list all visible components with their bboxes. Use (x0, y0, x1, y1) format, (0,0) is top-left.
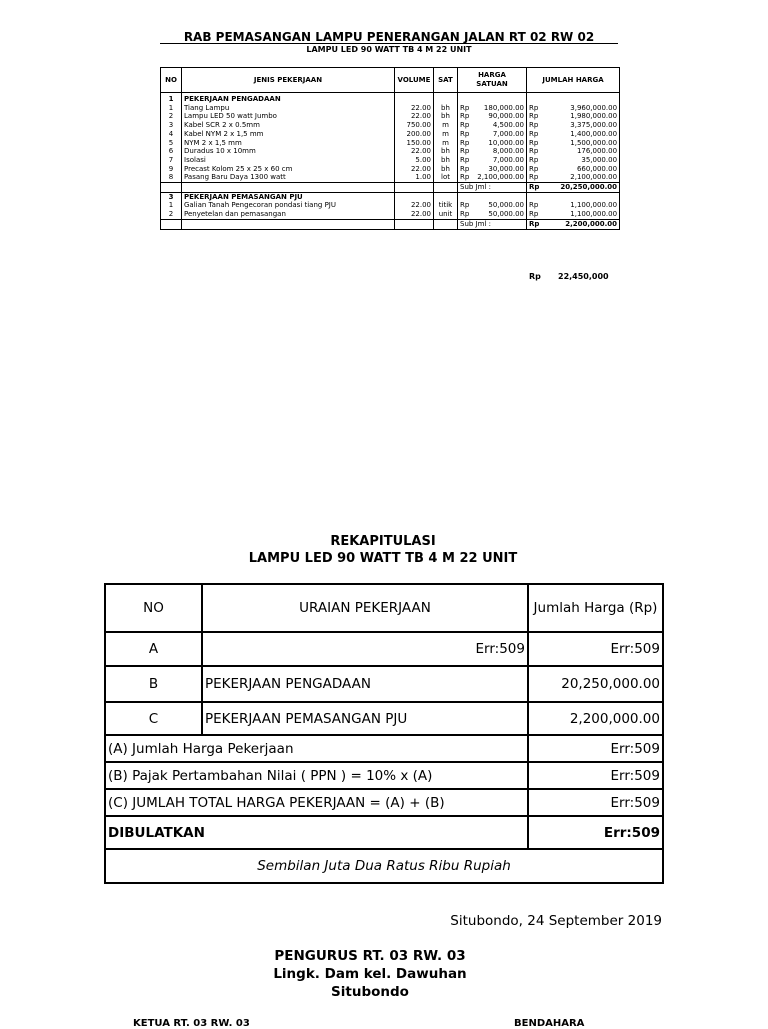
summary-value: Err:509 (528, 789, 663, 816)
rab-item-volume: 22.00 (395, 147, 434, 156)
rab-item-no: 2 (161, 112, 182, 121)
rab-subtotal-label: Sub Jml : (458, 183, 527, 193)
rab-item-no: 7 (161, 156, 182, 165)
rab-subtotal-row (161, 183, 620, 193)
grand-total-currency: Rp (529, 272, 541, 281)
rab-item-total: 1,500,000.00 (541, 139, 620, 148)
rab-empty-cell (161, 219, 182, 229)
right-signatory-title: BENDAHARA (514, 1018, 585, 1029)
rab-item-currency: Rp (458, 165, 472, 174)
rekap-table (104, 583, 664, 884)
summary-row-b (105, 762, 663, 789)
rekap-title: REKAPITULASI (330, 534, 436, 549)
rab-item-unit-price: 50,000.00 (472, 201, 527, 210)
rab-item-unit-price: 7,000.00 (472, 130, 527, 139)
rab-body (161, 93, 620, 230)
summary-label: (B) Pajak Pertambahan Nilai ( PPN ) = 10% x (A) (105, 762, 528, 789)
rounded-row (105, 816, 663, 849)
rab-subtotal-row (161, 219, 620, 229)
rab-empty-cell (527, 93, 541, 104)
rab-item-currency: Rp (527, 173, 541, 182)
rab-empty-cell (541, 93, 620, 104)
rab-item-volume: 22.00 (395, 201, 434, 210)
rab-item-total: 1,400,000.00 (541, 130, 620, 139)
rab-item-row (161, 147, 620, 156)
rekap-row-jumlah: Err:509 (528, 632, 663, 666)
rab-empty-cell (541, 192, 620, 201)
rab-item-total: 3,375,000.00 (541, 121, 620, 130)
rab-item-unit-price: 2,100,000.00 (472, 173, 527, 182)
rab-item-desc: Pasang Baru Daya 1300 watt (182, 173, 395, 182)
rab-item-unit-price: 7,000.00 (472, 156, 527, 165)
rekap-subtitle: LAMPU LED 90 WATT TB 4 M 22 UNIT (248, 551, 518, 566)
rab-subtotal-label: Sub Jml : (458, 219, 527, 229)
rab-header-no: NO (161, 68, 182, 93)
rab-item-currency: Rp (458, 112, 472, 121)
rab-header-harga: HARGA SATUAN (458, 68, 527, 93)
rekap-row (105, 702, 663, 735)
rab-item-currency: Rp (527, 112, 541, 121)
rab-item-unit: bh (434, 112, 458, 121)
rounded-label: DIBULATKAN (105, 816, 528, 849)
rab-item-total: 176,000.00 (541, 147, 620, 156)
rab-item-currency: Rp (458, 130, 472, 139)
rab-item-row (161, 210, 620, 219)
rab-item-no: 3 (161, 121, 182, 130)
rab-item-total: 1,100,000.00 (541, 201, 620, 210)
rab-empty-cell (182, 183, 395, 193)
rab-header-row (161, 68, 620, 93)
summary-label: (C) JUMLAH TOTAL HARGA PEKERJAAN = (A) + (B) (105, 789, 528, 816)
rab-item-currency: Rp (527, 130, 541, 139)
rab-empty-cell (472, 192, 527, 201)
rab-item-desc: Duradus 10 x 10mm (182, 147, 395, 156)
rab-item-currency: Rp (458, 201, 472, 210)
rab-item-unit: bh (434, 165, 458, 174)
rab-section-no: 1 (161, 93, 182, 104)
rab-section-title: PEKERJAAN PEMASANGAN PJU (182, 192, 395, 201)
rab-item-currency: Rp (527, 104, 541, 113)
rab-empty-cell (434, 183, 458, 193)
rab-item-desc: Penyetelan dan pemasangan (182, 210, 395, 219)
rab-item-currency: Rp (527, 139, 541, 148)
rab-item-unit: unit (434, 210, 458, 219)
org-line-1: PENGURUS RT. 03 RW. 03 (274, 948, 466, 964)
rab-empty-cell (434, 219, 458, 229)
rab-item-row (161, 139, 620, 148)
rab-item-total: 35,000.00 (541, 156, 620, 165)
rekap-header-uraian: URAIAN PEKERJAAN (202, 584, 528, 632)
rab-item-volume: 22.00 (395, 112, 434, 121)
rab-item-desc: Precast Kolom 25 x 25 x 60 cm (182, 165, 395, 174)
rab-item-unit: lot (434, 173, 458, 182)
rab-table (160, 67, 620, 230)
rab-empty-cell (395, 219, 434, 229)
rab-item-no: 2 (161, 210, 182, 219)
rab-item-volume: 22.00 (395, 210, 434, 219)
rekap-row-uraian: Err:509 (202, 632, 528, 666)
rab-item-row (161, 156, 620, 165)
rab-header-jumlah: JUMLAH HARGA (527, 68, 620, 93)
rab-item-total: 2,100,000.00 (541, 173, 620, 182)
org-line-2: Lingk. Dam kel. Dawuhan (273, 966, 467, 982)
rab-item-currency: Rp (458, 147, 472, 156)
rab-item-currency: Rp (458, 156, 472, 165)
summary-value: Err:509 (528, 735, 663, 762)
rekap-header-row (105, 584, 663, 632)
rekap-row-jumlah: 2,200,000.00 (528, 702, 663, 735)
rab-item-desc: Lampu LED 50 watt Jumbo (182, 112, 395, 121)
org-line-3: Situbondo (331, 984, 409, 1000)
rab-item-currency: Rp (458, 173, 472, 182)
rab-item-volume: 150.00 (395, 139, 434, 148)
rab-item-unit-price: 90,000.00 (472, 112, 527, 121)
rab-empty-cell (161, 183, 182, 193)
rab-item-currency: Rp (527, 147, 541, 156)
rab-header-sat: SAT (434, 68, 458, 93)
rab-item-unit: m (434, 121, 458, 130)
rab-item-currency: Rp (527, 210, 541, 219)
rab-item-desc: Kabel SCR 2 x 0.5mm (182, 121, 395, 130)
rab-empty-cell (458, 192, 472, 201)
rab-item-unit: m (434, 139, 458, 148)
rab-item-desc: Isolasi (182, 156, 395, 165)
rab-item-currency: Rp (527, 156, 541, 165)
rab-item-row (161, 173, 620, 182)
rekap-row-uraian: PEKERJAAN PENGADAAN (202, 666, 528, 702)
rab-item-row (161, 165, 620, 174)
rab-item-desc: Tiang Lampu (182, 104, 395, 113)
rab-empty-cell (395, 192, 434, 201)
rab-item-row (161, 121, 620, 130)
rab-item-no: 5 (161, 139, 182, 148)
rab-item-unit: bh (434, 104, 458, 113)
summary-row-a (105, 735, 663, 762)
rab-subtitle: LAMPU LED 90 WATT TB 4 M 22 UNIT (306, 45, 472, 54)
rab-item-row (161, 130, 620, 139)
rab-empty-cell (182, 219, 395, 229)
rab-empty-cell (527, 192, 541, 201)
rab-empty-cell (395, 93, 434, 104)
rounded-value: Err:509 (528, 816, 663, 849)
rab-item-currency: Rp (527, 121, 541, 130)
rab-item-total: 660,000.00 (541, 165, 620, 174)
in-words-row (105, 849, 663, 883)
rab-empty-cell (434, 93, 458, 104)
rab-item-currency: Rp (458, 121, 472, 130)
rab-empty-cell (458, 93, 472, 104)
rab-header-volume: VOLUME (395, 68, 434, 93)
rekap-row (105, 632, 663, 666)
summary-row-c (105, 789, 663, 816)
rekap-row-uraian: PEKERJAAN PEMASANGAN PJU (202, 702, 528, 735)
rab-item-currency: Rp (527, 201, 541, 210)
rab-item-no: 1 (161, 201, 182, 210)
rab-item-no: 6 (161, 147, 182, 156)
rab-title: RAB PEMASANGAN LAMPU PENERANGAN JALAN RT 02 RW 02 (160, 31, 618, 44)
rab-item-unit-price: 30,000.00 (472, 165, 527, 174)
rab-item-volume: 5.00 (395, 156, 434, 165)
rab-item-unit: m (434, 130, 458, 139)
rekap-row-no: B (105, 666, 202, 702)
rab-item-unit-price: 10,000.00 (472, 139, 527, 148)
rekap-header-jumlah: Jumlah Harga (Rp) (528, 584, 663, 632)
rab-item-total: 1,100,000.00 (541, 210, 620, 219)
rab-item-unit: bh (434, 156, 458, 165)
rab-item-volume: 750.00 (395, 121, 434, 130)
summary-label: (A) Jumlah Harga Pekerjaan (105, 735, 528, 762)
amount-in-words: Sembilan Juta Dua Ratus Ribu Rupiah (105, 849, 663, 883)
rab-item-no: 9 (161, 165, 182, 174)
rab-item-volume: 22.00 (395, 165, 434, 174)
rab-subtotal-value: 20,250,000.00 (541, 183, 620, 193)
rab-header-jenis: JENIS PEKERJAAN (182, 68, 395, 93)
rab-item-unit-price: 8,000.00 (472, 147, 527, 156)
rab-subtotal-currency: Rp (527, 219, 541, 229)
rab-item-currency: Rp (458, 210, 472, 219)
rab-section-row (161, 192, 620, 201)
rekap-header-no: NO (105, 584, 202, 632)
rab-empty-cell (434, 192, 458, 201)
rab-item-desc: Galian Tanah Pengecoran pondasi tiang PJU (182, 201, 395, 210)
rab-item-no: 1 (161, 104, 182, 113)
rab-item-unit-price: 50,000.00 (472, 210, 527, 219)
rab-empty-cell (395, 183, 434, 193)
rab-empty-cell (472, 93, 527, 104)
rekap-row (105, 666, 663, 702)
rab-item-no: 4 (161, 130, 182, 139)
rab-item-total: 1,980,000.00 (541, 112, 620, 121)
rab-item-desc: NYM 2 x 1,5 mm (182, 139, 395, 148)
rab-item-volume: 22.00 (395, 104, 434, 113)
place-date: Situbondo, 24 September 2019 (450, 913, 662, 929)
rab-item-row (161, 112, 620, 121)
rab-subtotal-value: 2,200,000.00 (541, 219, 620, 229)
rab-item-total: 3,960,000.00 (541, 104, 620, 113)
rab-item-currency: Rp (527, 165, 541, 174)
rab-item-unit-price: 180,000.00 (472, 104, 527, 113)
rab-item-volume: 200.00 (395, 130, 434, 139)
rab-item-row (161, 104, 620, 113)
rab-item-desc: Kabel NYM 2 x 1,5 mm (182, 130, 395, 139)
rab-item-no: 8 (161, 173, 182, 182)
rekap-row-jumlah: 20,250,000.00 (528, 666, 663, 702)
rab-section-title: PEKERJAAN PENGADAAN (182, 93, 395, 104)
rab-section-row (161, 93, 620, 104)
grand-total-value: 22,450,000 (558, 272, 609, 281)
rab-item-currency: Rp (458, 104, 472, 113)
rekap-row-no: A (105, 632, 202, 666)
rab-item-volume: 1.00 (395, 173, 434, 182)
rab-item-unit: bh (434, 147, 458, 156)
left-signatory-title: KETUA RT. 03 RW. 03 (133, 1018, 250, 1029)
rekap-row-no: C (105, 702, 202, 735)
rab-section-no: 3 (161, 192, 182, 201)
rab-subtotal-currency: Rp (527, 183, 541, 193)
rab-item-unit-price: 4,500.00 (472, 121, 527, 130)
summary-value: Err:509 (528, 762, 663, 789)
rab-item-unit: titik (434, 201, 458, 210)
rab-item-row (161, 201, 620, 210)
rab-item-currency: Rp (458, 139, 472, 148)
